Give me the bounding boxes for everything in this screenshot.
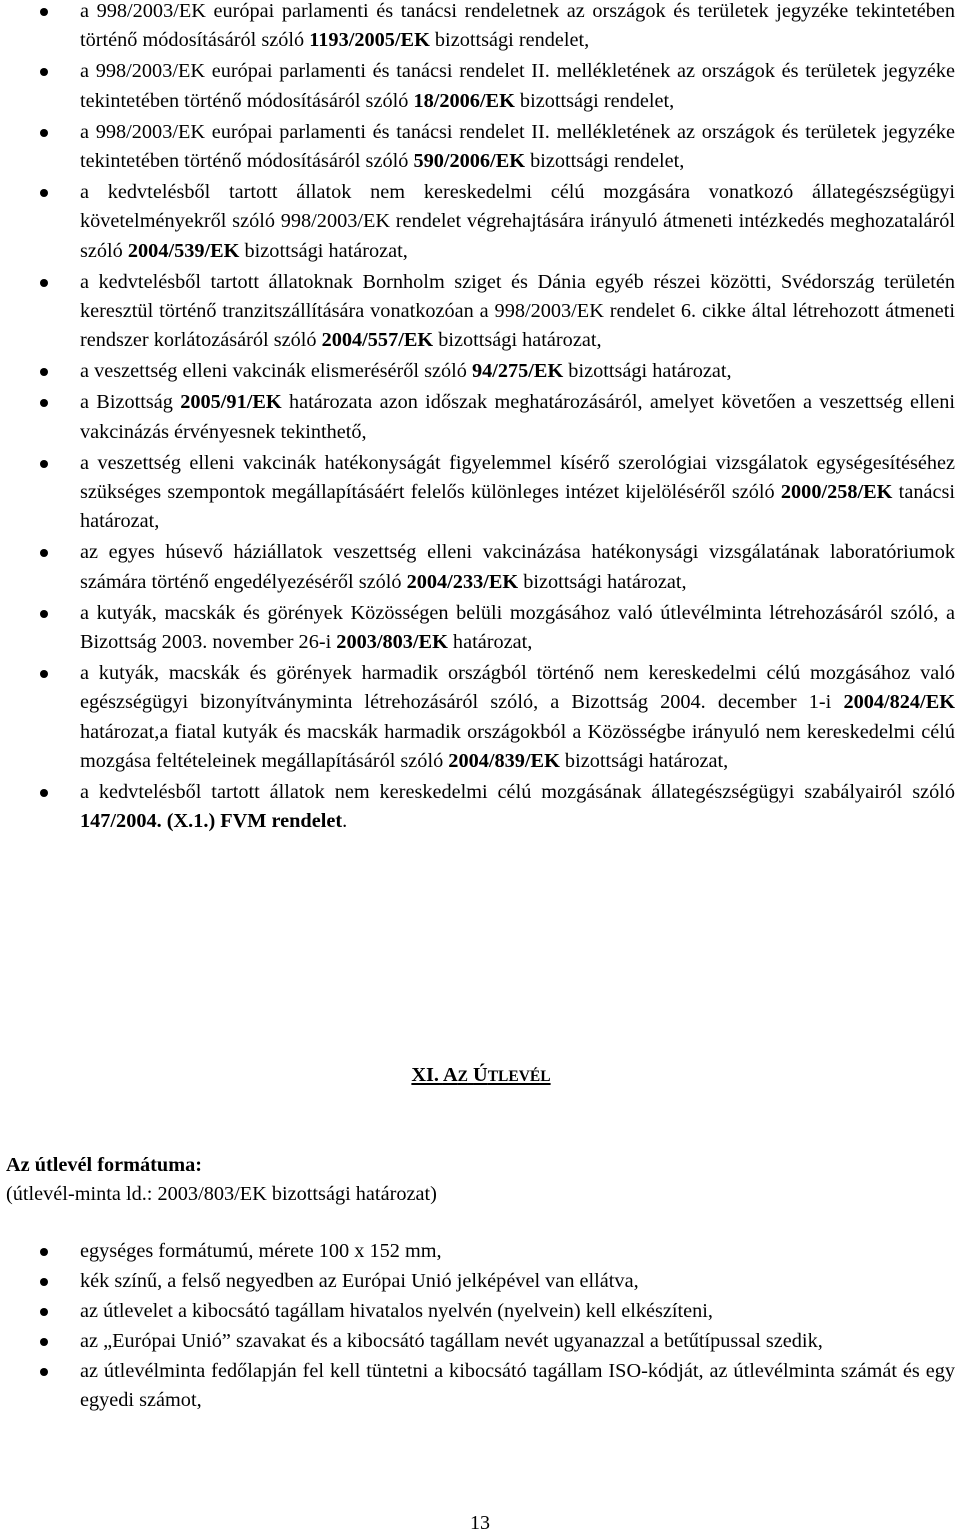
list-item-text: bizottsági határozat, [433, 329, 602, 352]
list-item [0, 778, 960, 837]
bullet-icon [40, 610, 48, 618]
section-title: AZ ÚTLEVÉL [442, 1064, 551, 1086]
list-item [0, 118, 960, 177]
list-item-text: bizottsági határozat, [559, 750, 729, 773]
list-item [0, 357, 960, 386]
list-item-text: határozat,a fiatal kutyák és macskák harmadik országokból a Közösségbe irányuló nem kereskedelmi célú mozgása feltételeinek megállapításáról szóló [80, 720, 955, 773]
list-item [0, 178, 960, 266]
section-number: XI. [411, 1064, 440, 1086]
list-item-text: bizottsági rendelet, [525, 150, 685, 173]
subsection-reference-note: (útlevél-minta ld.: 2003/803/EK bizottsági határozat) [6, 1183, 437, 1205]
bullet-icon [40, 460, 48, 468]
bullet-icon [40, 1308, 48, 1316]
list-item-text: a veszettség elleni vakcinák hatékonyságát figyelemmel kísérő szerológiai vizsgálatok egységesítéséhez szükséges szempontok megállapításáért felelős különleges intézet kijelöléséről szóló [80, 451, 955, 503]
list-item-text: a 998/2003/EK európai parlamenti és tanácsi rendelet II. mellékletének az országok és területek jegyzéke tekintetében történő módosításáról szóló [80, 60, 955, 112]
list-item [0, 1357, 960, 1416]
legislation-reference: 147/2004. (X.1.) FVM rendelet [80, 810, 343, 833]
list-item [0, 388, 960, 447]
bullet-icon [40, 129, 48, 137]
list-item-text: az egyes húsevő háziállatok veszettség elleni vakcinázása hatékonysági vizsgálatának laboratóriumok számára történő engedélyezéséről szóló [80, 541, 955, 593]
bullet-icon [40, 368, 48, 376]
list-item-text: egységes formátumú, mérete 100 x 152 mm, [80, 1240, 442, 1262]
list-item [0, 538, 960, 597]
legislation-reference: 2005/91/EK [180, 391, 282, 414]
bullet-icon [40, 1278, 48, 1286]
list-item [0, 1327, 960, 1356]
list-item-text: bizottsági határozat, [518, 570, 687, 593]
bullet-icon [40, 1248, 48, 1256]
passport-format-bullet-list [0, 1237, 960, 1416]
section-heading [0, 1064, 960, 1087]
list-item [0, 1267, 960, 1296]
bullet-icon [40, 68, 48, 76]
bullet-icon [40, 670, 48, 678]
list-item-text: tanácsi határozat, [80, 481, 955, 533]
list-item-text: a Bizottság [80, 391, 181, 414]
list-item-text: az „Európai Unió” szavakat és a kibocsátó tagállam nevét ugyanazzal a betűtípussal szedik, [80, 1329, 823, 1352]
list-item-text: az útlevelet a kibocsátó tagállam hivatalos nyelvén (nyelvein) kell elkészíteni, [80, 1299, 713, 1322]
bullet-icon [40, 399, 48, 407]
list-item-text: bizottsági rendelet, [514, 89, 675, 112]
subsection-title: Az útlevél formátuma: [6, 1154, 202, 1176]
list-item [0, 659, 960, 777]
legislation-reference: 2003/803/EK [336, 631, 448, 654]
list-item-text: . [342, 810, 348, 833]
bullet-icon [40, 1338, 48, 1346]
legislation-reference: 18/2006/EK [413, 89, 515, 112]
list-item-text: a kutyák, macskák és görények harmadik országból történő nem kereskedelmi célú mozgásához való egészségügyi bizonyítványminta létrehozásáról szóló, a Bizottság 2004. december 1-i [80, 661, 955, 714]
legislation-reference: 2004/233/EK [406, 570, 519, 593]
list-item-text: bizottsági határozat, [239, 239, 408, 262]
list-item-text: a kedvtelésből tartott állatok nem kereskedelmi célú mozgásának állategészségügyi szabályairól szóló [80, 781, 955, 804]
list-item-text: a kutyák, macskák és görények Közösségen belüli mozgásához való útlevélminta létrehozásáról szóló, a Bizottság 2003. november 26-i [80, 601, 955, 654]
list-item-text: határozat, [447, 631, 533, 654]
page-number: 13 [470, 1512, 490, 1534]
bullet-icon [40, 1368, 48, 1376]
list-item [0, 1237, 960, 1266]
legislation-reference: 2004/557/EK [321, 329, 434, 352]
list-item-text: a 998/2003/EK európai parlamenti és tanácsi rendelet II. mellékletének az országok és területek jegyzéke tekintetében történő módosításáról szóló [80, 120, 955, 173]
list-item-text: határozata azon időszak meghatározásáról, amelyet követően a veszettség elleni vakcinázás érvényesnek tekinthető, [80, 391, 955, 443]
list-item [0, 268, 960, 356]
list-item [0, 57, 960, 116]
legislation-reference: 2000/258/EK [780, 481, 893, 503]
legislation-reference: 590/2006/EK [413, 150, 525, 173]
list-item-text: a veszettség elleni vakcinák elismeréséről szóló [80, 360, 472, 383]
bullet-icon [40, 549, 48, 557]
list-item-text: a kedvtelésből tartott állatoknak Bornholm sziget és Dánia egyéb részei közötti, Svédország területén keresztül történő tranzitszállítására vonatkozóan a 998/2003/EK rendelet 6. cikke által létrehozott átmeneti rendszer korlátozásáról szóló [80, 270, 955, 352]
list-item [0, 1297, 960, 1326]
bullet-icon [40, 8, 48, 16]
legislation-reference: 2004/539/EK [127, 239, 240, 262]
list-item-text: a 998/2003/EK európai parlamenti és tanácsi rendeletnek az országok és területek jegyzéke tekintetében történő módosításáról szóló [80, 0, 955, 52]
list-item [0, 0, 960, 56]
bullet-icon [40, 789, 48, 797]
bullet-icon [40, 279, 48, 287]
legislation-reference: 1193/2005/EK [309, 29, 430, 52]
legislation-reference: 94/275/EK [471, 360, 564, 383]
list-item [0, 449, 960, 537]
legislation-reference: 2004/839/EK [448, 750, 560, 773]
list-item [0, 599, 960, 658]
bullet-icon [40, 189, 48, 197]
list-item-text: bizottsági rendelet, [429, 29, 590, 52]
list-item-text: bizottsági határozat, [563, 360, 732, 383]
legislation-reference: 2004/824/EK [843, 691, 955, 714]
list-item-text: kék színű, a felső negyedben az Európai Unió jelképével van ellátva, [80, 1269, 639, 1292]
list-item-text: az útlevélminta fedőlapján fel kell tüntetni a kibocsátó tagállam ISO-kódját, az útlevélminta számát és egy egyedi számot, [80, 1359, 955, 1412]
list-item-text: a kedvtelésből tartott állatok nem kereskedelmi célú mozgására vonatkozó állategészségügyi követelményekről szóló 998/2003/EK rendelet végrehajtására irányuló átmeneti intézkedés meghozataláról szóló [80, 180, 955, 262]
